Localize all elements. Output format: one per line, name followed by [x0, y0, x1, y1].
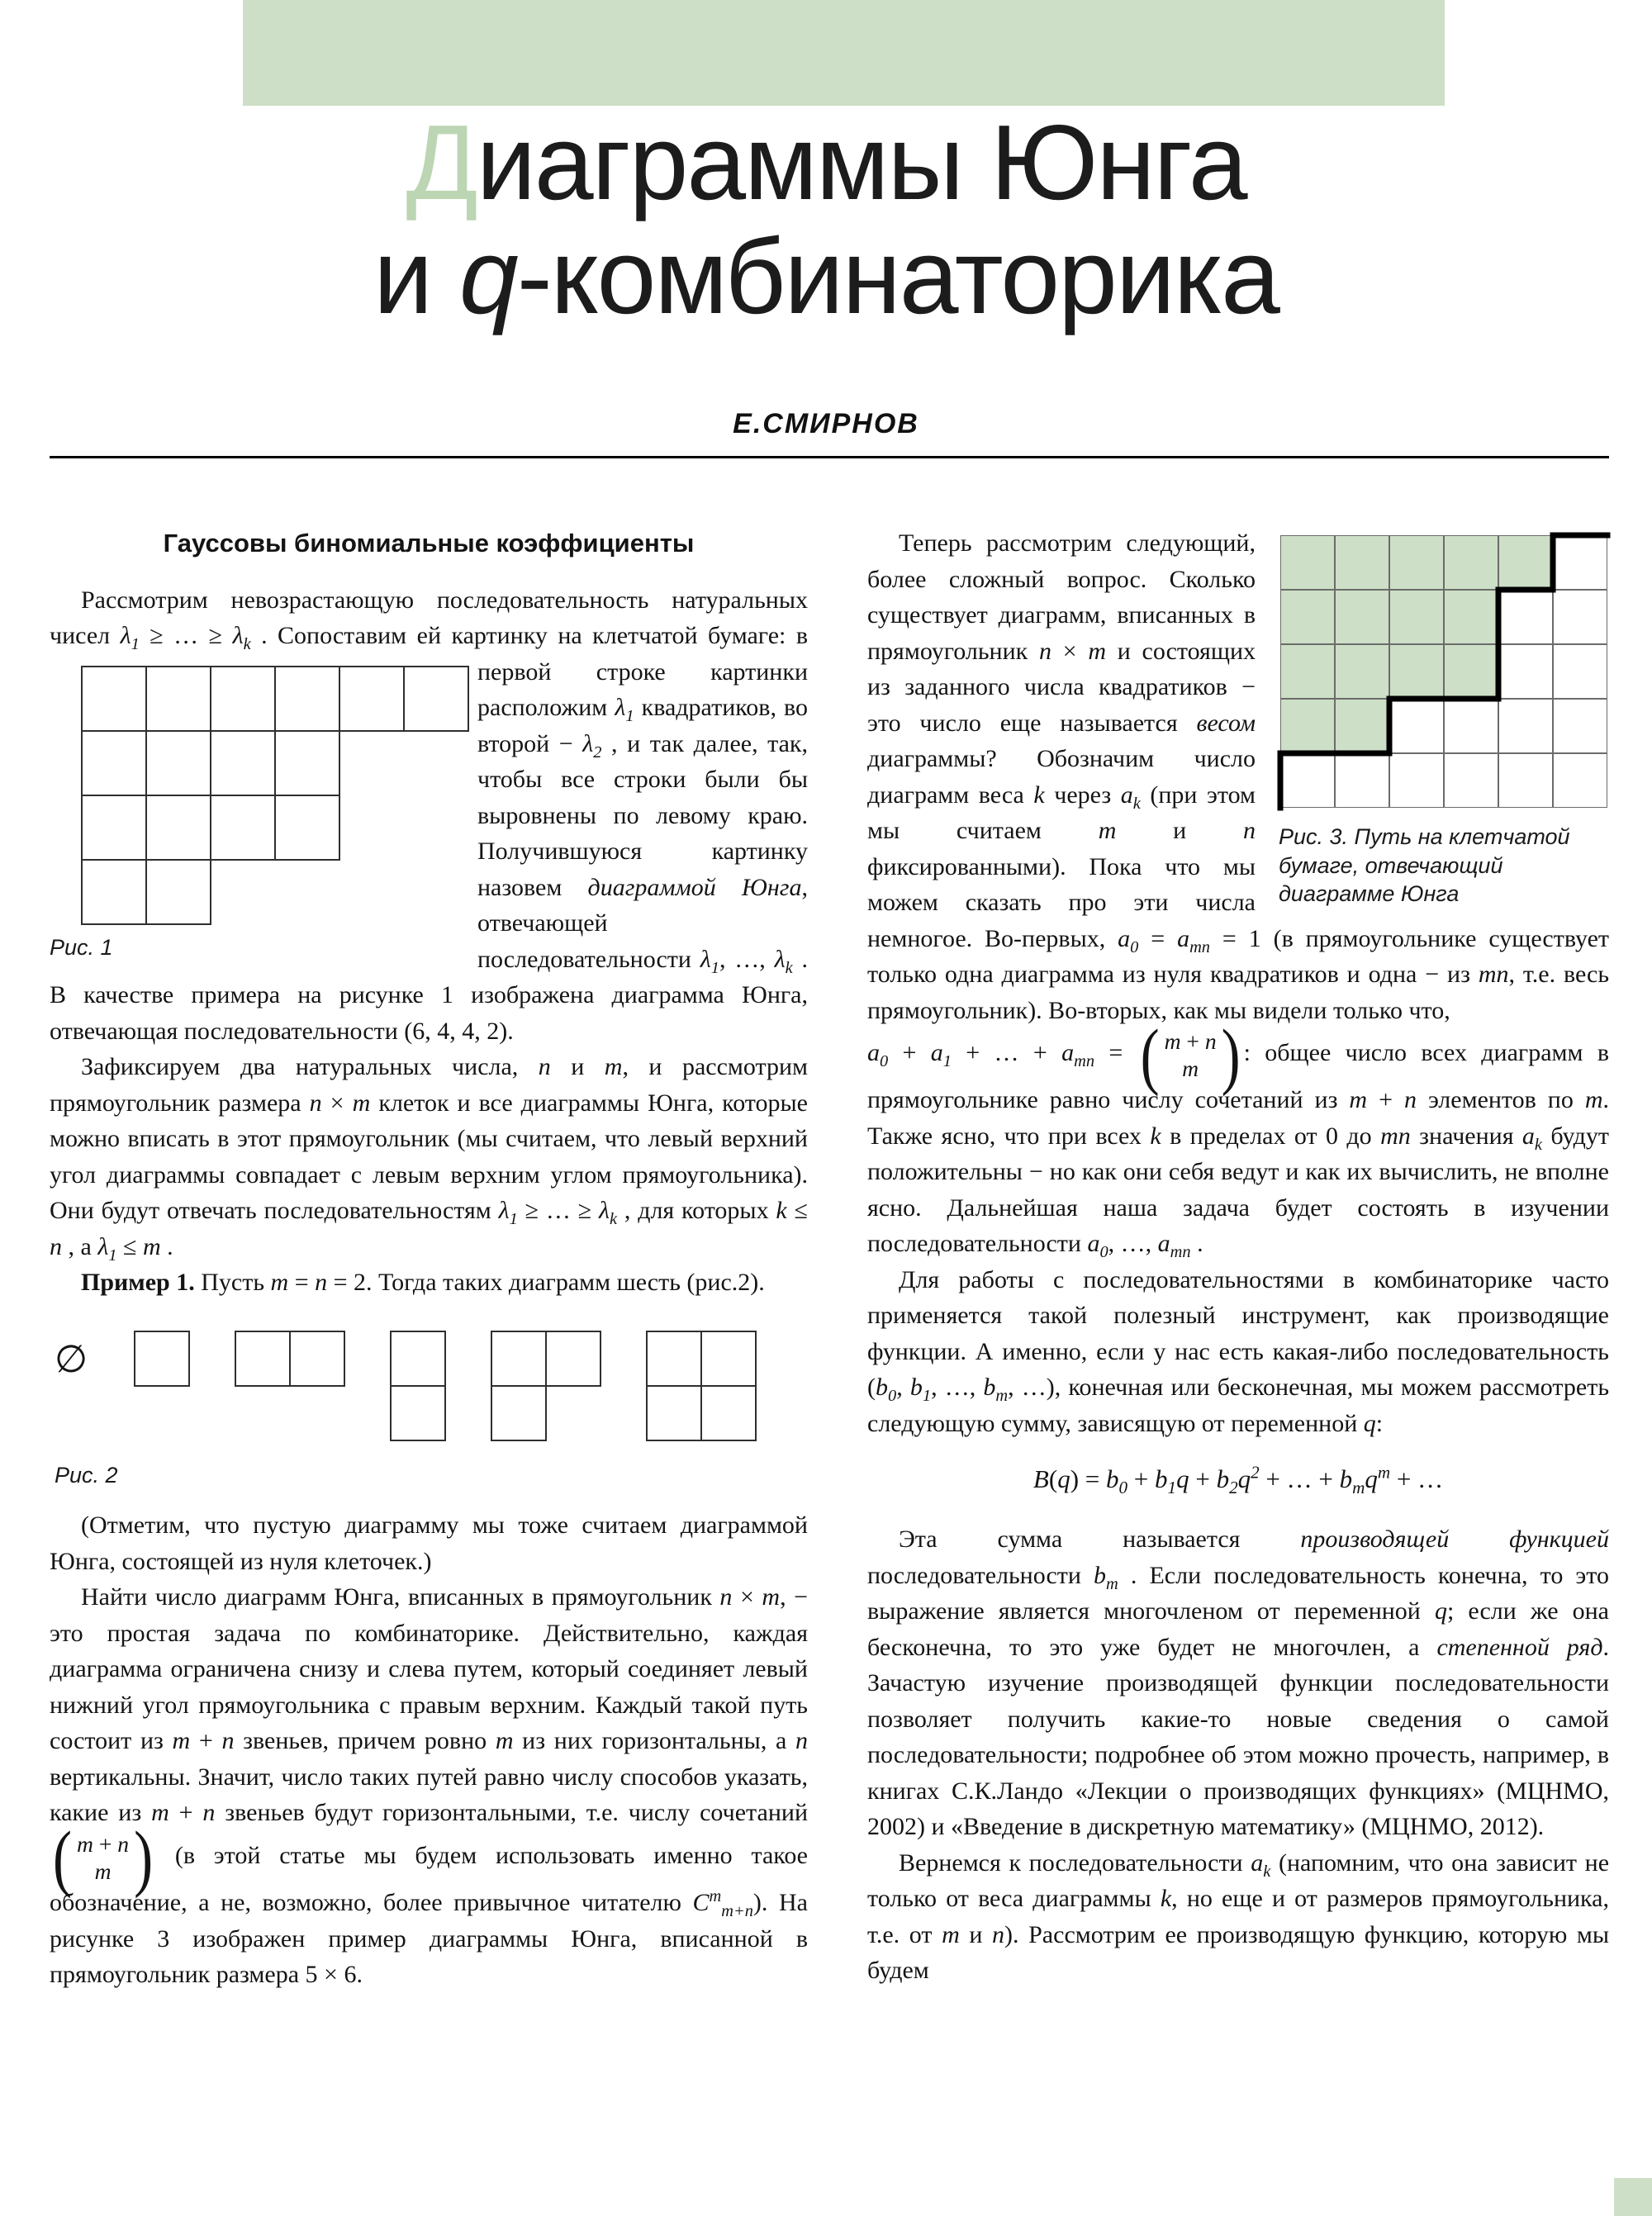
diagram-cell: [81, 666, 147, 732]
diagram-cell: [210, 666, 276, 732]
diagram-cell: [491, 1385, 547, 1441]
diagram-row: [390, 1331, 444, 1385]
binomial-stack: [1160, 1028, 1222, 1082]
diagram-cell: [390, 1331, 446, 1387]
paragraph-text: расположим $\lambda_1$ квадратиков, во второй − $\lambda_2$ , и так далее, так, чтобы все строки были бы выровнены по левому краю. Получившуюся картинку назовем диаграммой Юнга, отвечающей последовательности $\lambda_1$, …, $\lambda_k$ . В качестве примера на рисунке 1 изображена диаграмма Юнга, отвечающая последовательности (6, 4, 4, 2).: [50, 694, 809, 1045]
diagram-cell: [145, 666, 211, 732]
figure1-young-diagram: [81, 666, 468, 923]
diagram-cell: [210, 730, 276, 796]
diagram-cell: [145, 859, 211, 925]
paragraph-young-definition: [50, 582, 808, 1050]
lattice-path: [1275, 529, 1613, 814]
diagram-cell: [145, 730, 211, 796]
diagram-cell: [81, 730, 147, 796]
diagram-row: [646, 1385, 755, 1440]
paragraph-return-to-sequence: Вернемся к последовательности $a_k$ (напомним, что она зависит не только от веса диаграммы k, но еще и от размеров прямоугольника, т.е. от m и n). Рассмотрим ее производящую функцию, которую мы будем: [867, 1848, 1610, 1985]
diagram-row: [81, 795, 468, 859]
young-diagram: [390, 1331, 444, 1440]
diagram-cell: [134, 1331, 190, 1387]
binomial-top: m + n: [1164, 1028, 1217, 1054]
title-line-2: и q-комбинаторика: [373, 217, 1279, 337]
figure2-caption: Рис. 2: [55, 1462, 118, 1488]
binomial-coefficient: [1140, 1014, 1241, 1096]
empty-diagram-symbol: ∅: [55, 1337, 88, 1380]
diagram-cell: [390, 1385, 446, 1441]
young-diagram: [235, 1331, 344, 1385]
left-parenthesis: (: [1140, 1014, 1160, 1096]
paragraph-text: (в этой статье мы будем использовать именно такое обозначение, а не, возможно, более привычное читателю $C^m_{m+n}$). На рисунке 3 изображен пример диаграммы Юнга, вписанной в прямоугольник размера 5 × 6.: [50, 1842, 808, 1989]
paragraph-path-counting: [50, 1579, 808, 1992]
title-line1-text: иаграммы Юнга: [476, 103, 1246, 222]
young-diagram: [134, 1331, 188, 1385]
diagram-cell: [81, 795, 147, 861]
right-parenthesis: ): [1221, 1014, 1241, 1096]
diagram-cell: [274, 795, 340, 861]
diagram-cell: [289, 1331, 345, 1387]
diagram-row: [646, 1331, 755, 1385]
figure-1: [50, 666, 451, 962]
paragraph-weight-question: Теперь рассмотрим следующий, более сложный вопрос. Сколько существует диаграмм, вписанных в прямоугольник n × m и состоящих из заданного числа квадратиков − это число еще называется весом диаграммы? Обозначим число диаграмм веса k через $a_k$ (при этом мы считаем m и n фиксированными). Пока что мы можем сказать про эти числа немногое. Во-первых, $a_0 = a_{mn} = 1$ (в прямоугольнике существует только одна диаграмма из нуля квадратиков и одна − из mn, т.е. весь прямоугольник). Во-вторых, как мы видели только что,: [867, 529, 1610, 1024]
diagram-row: [81, 730, 468, 795]
article-body: [50, 525, 1609, 1993]
diagram-row: [81, 666, 468, 730]
paragraph-text: : общее число всех диаграмм в прямоугольнике равно числу сочетаний из m + n элементов по m. Также ясно, что при всех k в пределах от 0 до mn значения $a_k$ будут положительны − но как они себя ведут и как их вычислить, не вполне ясно. Дальнейшая наша задача будет состоять в изучении последовательности $a_0$, …, $a_{mn}$ .: [867, 1039, 1609, 1262]
diagram-row: [491, 1331, 600, 1385]
right-column: [867, 525, 1609, 1993]
figure3-caption: Рис. 3. Путь на клетчатой бумаге, отвечающий диаграмме Юнга: [1279, 824, 1570, 907]
binomial-top: m + n: [76, 1830, 130, 1857]
title-line-1: [0, 103, 1652, 222]
paragraph-example-1: Пример 1. Пусть m = n = 2. Тогда таких диаграмм шесть (рис.2).: [81, 1269, 765, 1297]
paragraph-text: Рассмотрим невозрастающую последовательность натуральных чисел $\lambda_1$ ≥ … ≥ $\lambda_k$ . Сопоставим ей картинку на клетчатой бумаге: в первой строке картинки: [50, 586, 808, 686]
figure-3: [1279, 529, 1609, 909]
figure-2: [55, 1331, 808, 1490]
header-accent-band: [243, 0, 1445, 106]
left-parenthesis: (: [53, 1817, 72, 1899]
diagram-cell: [700, 1385, 757, 1441]
diagram-cell: [545, 1331, 601, 1387]
page-corner-marker: [1614, 2178, 1652, 2216]
section-heading: Гауссовы биномиальные коэффициенты: [163, 529, 695, 558]
diagram-row: [81, 859, 468, 923]
young-diagram: [646, 1331, 755, 1440]
author-name: Е.СМИРНОВ: [733, 408, 919, 439]
paragraph-generating-functions-intro: Для работы с последовательностями в комбинаторике часто применяется такой полезный инструмент, как производящие функции. А именно, если у нас есть какая-либо последовательность ($b_0$, $b_1$, …, $b_m$, …), конечная или бесконечная, мы можем рассмотреть следующую сумму, зависящую от переменной q:: [867, 1265, 1610, 1437]
diagram-cell: [274, 730, 340, 796]
formula-sum-lhs: $a_0 + a_1$ + … + $a_{mn}$ =: [867, 1039, 1137, 1071]
diagram-cell: [81, 859, 147, 925]
article-title: [0, 103, 1652, 337]
diagram-row: [390, 1385, 444, 1440]
diagram-row: [491, 1385, 600, 1440]
binomial-bottom: m: [1182, 1055, 1199, 1081]
diagram-cell: [700, 1331, 757, 1387]
diagram-cell: [210, 795, 276, 861]
paragraph-empty-diagram-note: (Отметим, что пустую диаграмму мы тоже считаем диаграммой Юнга, состоящей из нуля клеточек.): [50, 1511, 808, 1575]
figure2-diagrams: [55, 1331, 808, 1440]
diagram-cell: [145, 795, 211, 861]
binomial-coefficient: [53, 1817, 154, 1899]
paragraph-text: Найти число диаграмм Юнга, вписанных в прямоугольник n × m, − это простая задача по комбинаторике. Действительно, каждая диаграмма ограничена снизу и слева путем, который соединяет левый нижний угол прямоугольника с правым верхним. Каждый такой путь состоит из m + n звеньев, причем ровно m из них горизонтальны, а n вертикальны. Значит, число таких путей равно числу способов указать, какие из m + n звеньев будут горизонтальными, т.е. числу сочетаний: [50, 1583, 809, 1827]
diagram-cell: [491, 1331, 547, 1387]
header-rule: [50, 456, 1609, 458]
diagram-cell: [235, 1331, 291, 1387]
diagram-cell: [274, 666, 340, 732]
diagram-row: [235, 1331, 344, 1385]
figure1-caption: Рис. 1: [50, 934, 113, 960]
title-initial-letter: Д: [406, 103, 477, 222]
diagram-cell: [339, 666, 405, 732]
young-diagram: [491, 1331, 600, 1440]
diagram-cell: [646, 1331, 702, 1387]
binomial-stack: [72, 1831, 134, 1885]
generating-function-formula: $B(q) = b_0 + b_1q + b_2q^2$ + … + $b_mq^m$ + …: [1032, 1462, 1444, 1498]
paragraph-sum-formula: [867, 1014, 1609, 1262]
paragraph-rectangle-setup: Зафиксируем два натуральных числа, n и m, и рассмотрим прямоугольник размера n × m клеток и все диаграммы Юнга, которые можно вписать в этот прямоугольник (мы считаем, что левый верхний угол диаграммы совпадает с левым верхним углом прямоугольника). Они будут отвечать последовательностям $\lambda_1$ ≥ … ≥ $\lambda_k$ , для которых k ≤ n , а $\lambda_1 \le m$ .: [50, 1053, 808, 1265]
diagram-row: [134, 1331, 188, 1385]
left-column: [50, 525, 808, 1993]
diagram-cell: [646, 1385, 702, 1441]
paragraph-generating-function-properties: Эта сумма называется производящей функцией последовательности $b_m$ . Если последовательность конечна, то это выражение является многочленом от переменной q; если же она бесконечна, то это уже будет не многочлен, а степенной ряд. Зачастую изучение производящей функции последовательности позволяет получить какие-то новые сведения о самой последовательности; подробнее об этом можно прочесть, например, в книгах С.К.Ландо «Лекции о производящих функциях» (МЦНМО, 2002) и «Введение в дискретную математику» (МЦНМО, 2012).: [867, 1526, 1610, 1841]
diagram-cell: [403, 666, 469, 732]
right-parenthesis: ): [134, 1817, 154, 1899]
figure3-lattice-grid: [1280, 535, 1607, 808]
binomial-bottom: m: [94, 1858, 112, 1884]
